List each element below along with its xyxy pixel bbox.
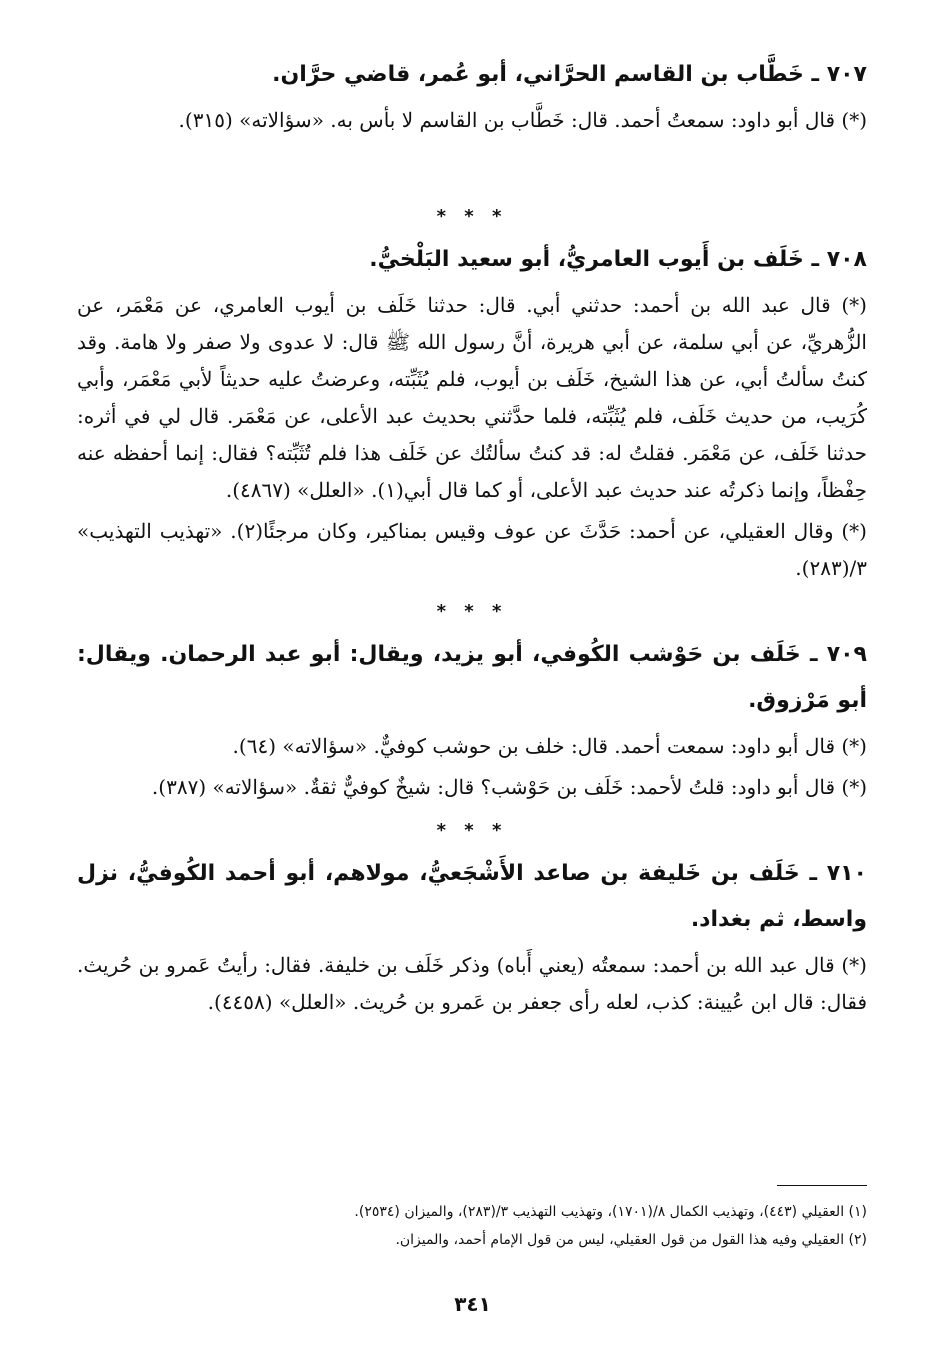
entry-paragraph: (*) وقال العقيلي، عن أحمد: حَدَّثَ عن عوف وقيس بمناكير، وكان مرجئًا(٢). «تهذيب التهذيب» ٣/(٢٨٣). xyxy=(77,519,867,580)
entry-707 xyxy=(77,52,867,192)
footnotes xyxy=(77,1198,867,1254)
entry-title: ٧٠٨ ـ خَلَف بن أَيوب العامريُّ، أبو سعيد البَلْخيُّ. xyxy=(369,247,867,272)
entry-title: ٧٠٩ ـ خَلَف بن حَوْشب الكُوفي، أبو يزيد، ويقال: أبو عبد الرحمان. ويقال: أبو مَرْزوق. xyxy=(77,642,867,713)
separator: * * * xyxy=(436,206,508,227)
entry-708 xyxy=(77,237,867,587)
entry-title: ٧١٠ ـ خَلَف بن خَليفة بن صاعد الأَشْجَعيُّ، مولاهم، أبو أحمد الكُوفيُّ، نزل واسط، ثم بغداد. xyxy=(77,861,867,932)
entry-paragraph: (*) قال عبد الله بن أحمد: حدثني أبي. قال: حدثنا خَلَف بن أيوب العامري، عن مَعْمَر، عن الزُّهريِّ، عن أبي سلمة، عن أبي هريرة، أنَّ رسول الله ﷺ قال: لا عدوى ولا صفر ولا هامة. وقد كنتُ سألتُ أبي، عن هذا الشيخ، خَلَف بن أيوب، فلم يُثَبِّته، وعرضتُ عليه حديثاً لأبي مَعْمَر، وأبي كُرَيب، من حديث خَلَف، فلم يُثَبِّته، فلما حدَّثني بحديث عبد الأعلى، عن مَعْمَر. قال لي في أثره: حدثنا خَلَف، عن مَعْمَر. فقلتُ له: قد كنتُ سألتُك عن خَلَف هذا فلم تُثَبِّته؟ فقال: إنما أحفظه عنه حِفْظاً، وإنما ذكرتُه عند حديث عبد الأعلى، أو كما قال أبي(١). «العلل» (٤٨٦٧). xyxy=(77,293,867,502)
footnote: (١) العقيلي (٤٤٣)، وتهذيب الكمال ٨/(١٧٠١)، وتهذيب التهذيب ٣/(٢٨٣)، والميزان (٢٥٣٤). xyxy=(354,1204,867,1220)
entry-title: ٧٠٧ ـ خَطَّاب بن القاسم الحرَّاني، أبو عُمر، قاضي حرَّان. xyxy=(272,62,867,87)
entry-paragraph: (*) قال أبو داود: سمعت أحمد. قال: خلف بن حوشب كوفيٌّ. «سؤالاته» (٦٤). xyxy=(232,734,867,758)
entry-paragraph: (*) قال أبو داود: قلتُ لأحمد: خَلَف بن حَوْشب؟ قال: شيخٌ كوفيٌّ ثقةٌ. «سؤالاته» (٣٨٧). xyxy=(151,775,867,799)
page-body xyxy=(77,52,867,1021)
page-number: ٣٤١ xyxy=(454,1292,491,1316)
entry-paragraph: (*) قال أبو داود: سمعتُ أحمد. قال: خَطَّاب بن القاسم لا بأس به. «سؤالاته» (٣١٥). xyxy=(178,108,867,132)
entry-paragraph: (*) قال عبد الله بن أحمد: سمعتُه (يعني أَباه) وذكر خَلَف بن خليفة. فقال: رأيتُ عَمرو بن حُريث. فقال: قال ابن عُيينة: كذب، لعله رأى جعفر بن عَمرو بن حُريث. «العلل» (٤٤٥٨). xyxy=(77,953,867,1014)
footnote-divider xyxy=(777,1185,867,1186)
entry-710 xyxy=(77,851,867,1021)
footnote: (٢) العقيلي وفيه هذا القول من قول العقيلي، ليس من قول الإمام أحمد، والميزان. xyxy=(395,1232,867,1248)
separator: * * * xyxy=(436,601,508,622)
separator: * * * xyxy=(436,820,508,841)
entry-709 xyxy=(77,632,867,806)
